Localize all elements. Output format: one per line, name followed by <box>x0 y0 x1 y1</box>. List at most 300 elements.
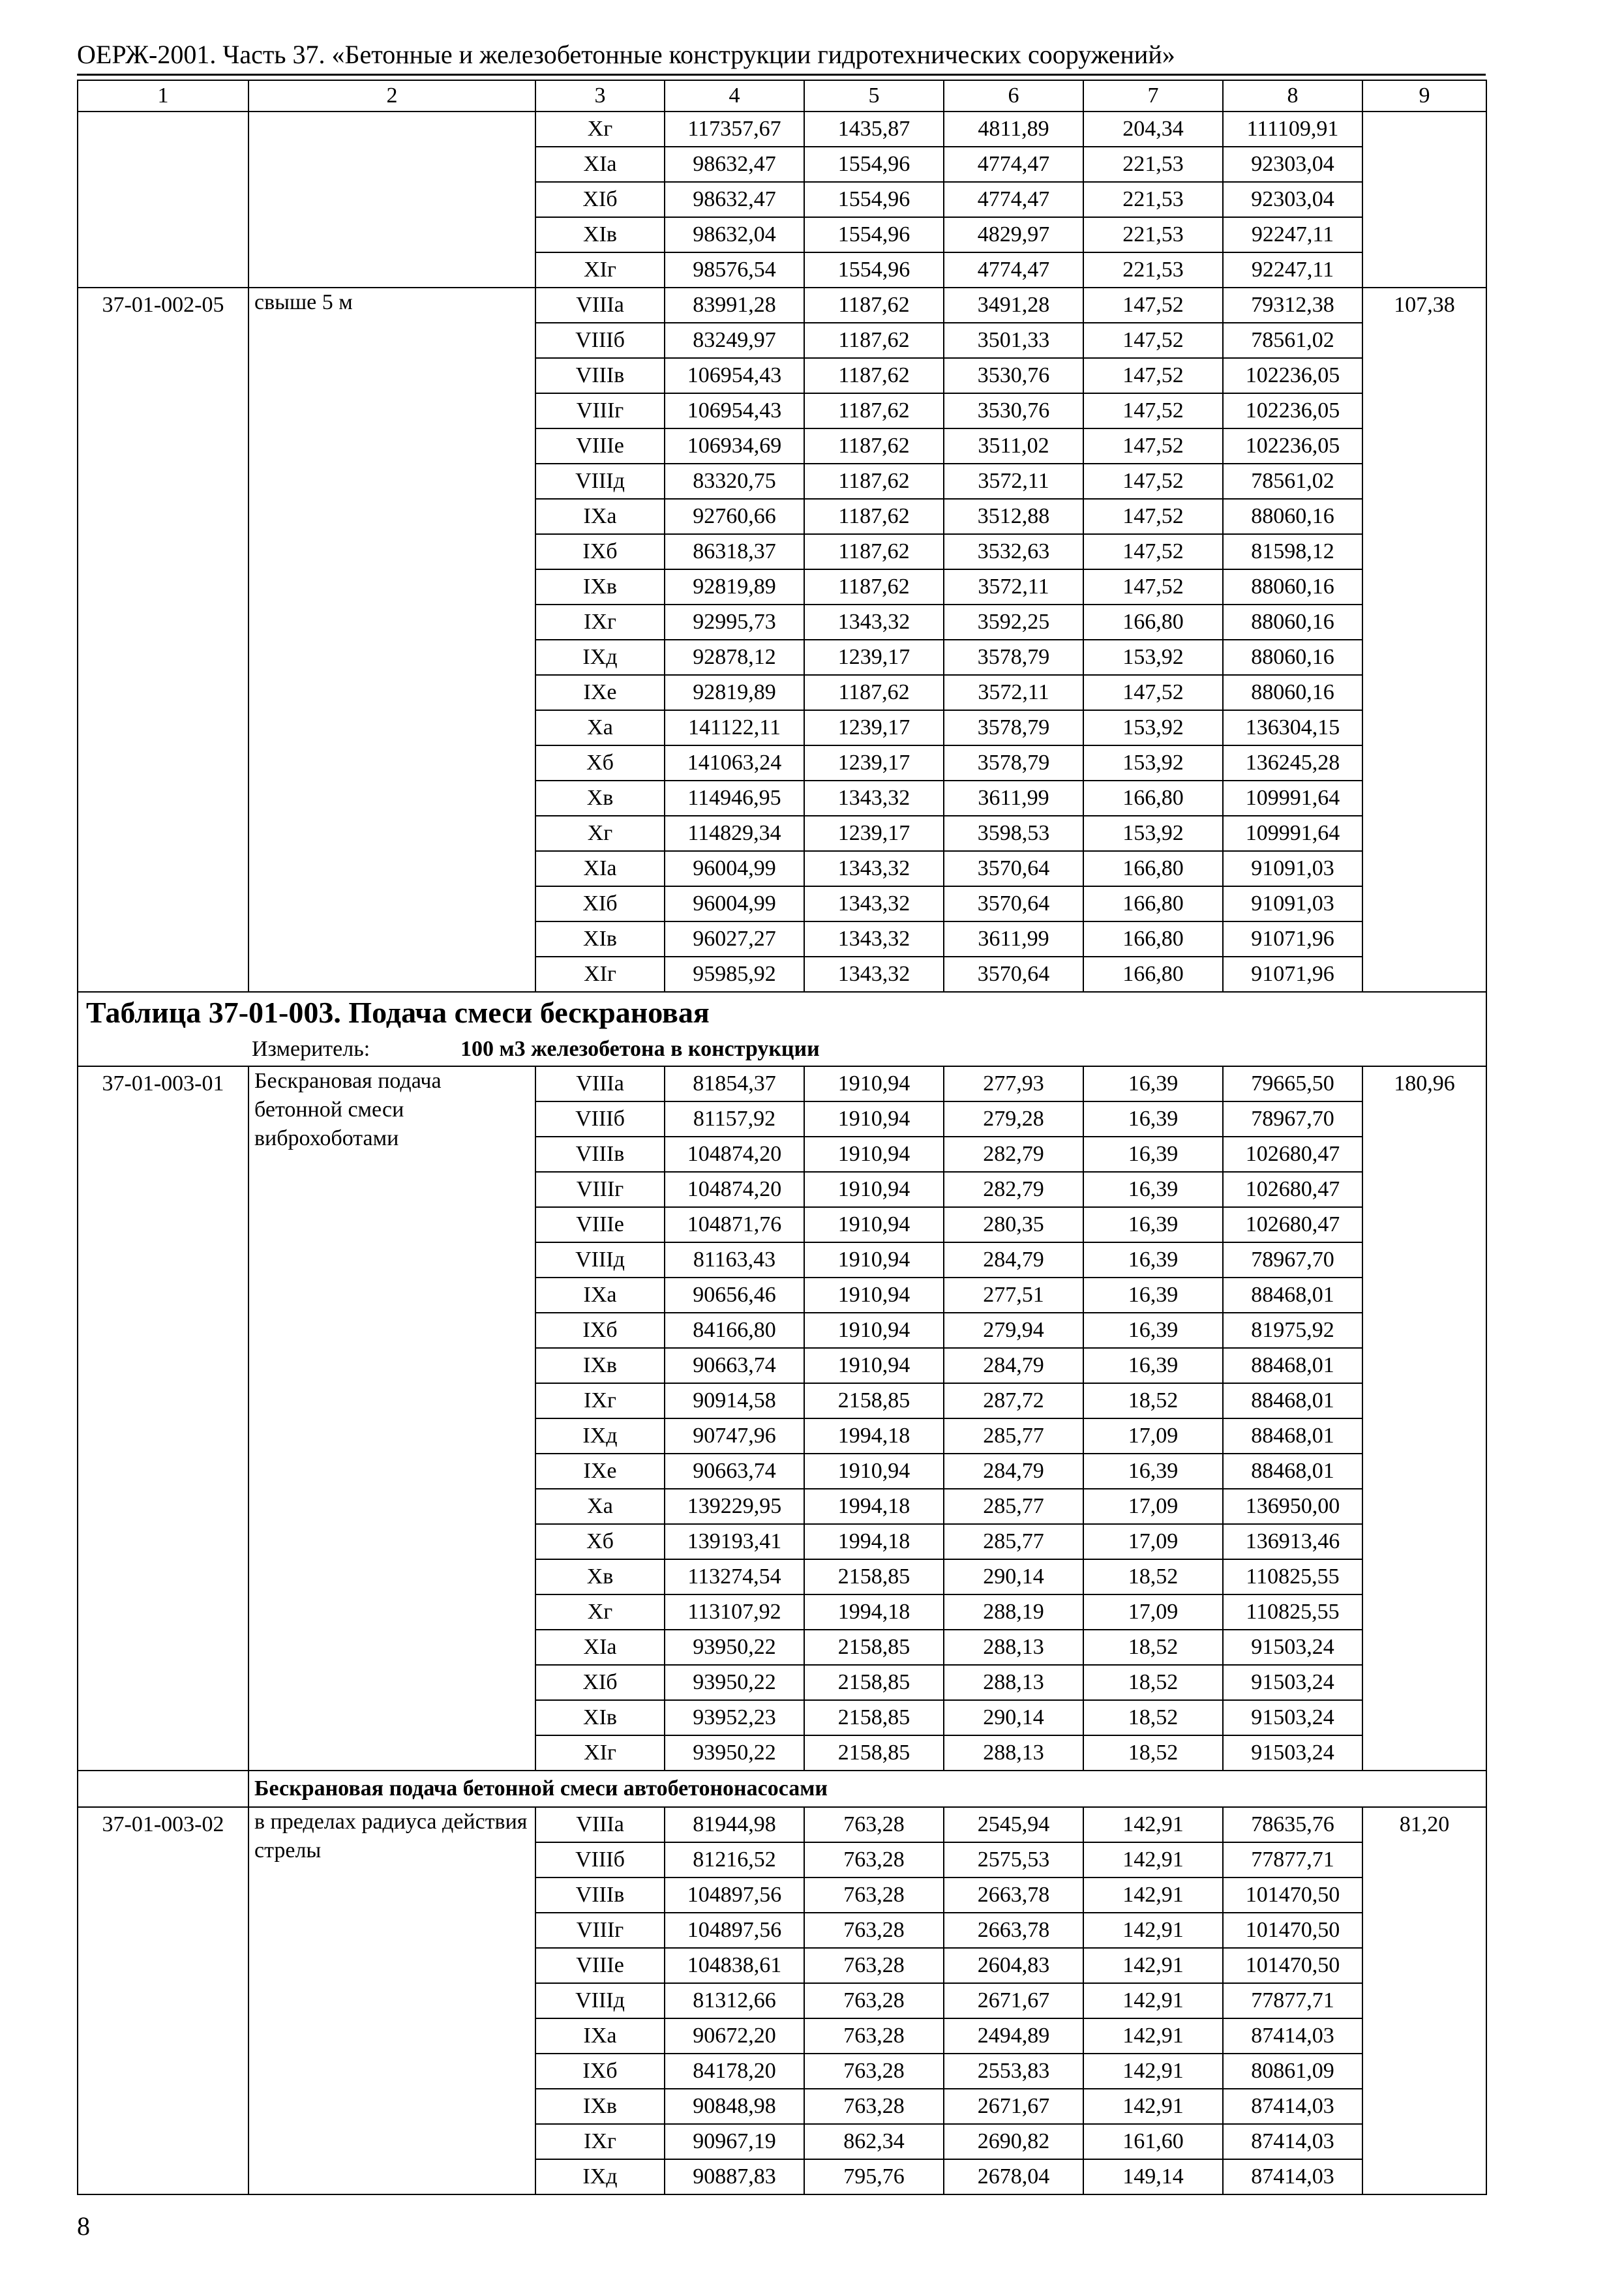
total-cost-cell: 92995,73 <box>665 605 804 640</box>
labor-cost-cell: 1554,96 <box>804 252 944 288</box>
machines-cost-cell: 3572,11 <box>944 675 1083 710</box>
machines-cost-cell: 4774,47 <box>944 147 1083 182</box>
labor-cost-cell: 1910,94 <box>804 1101 944 1137</box>
grade-cell: VIIIе <box>535 1207 665 1242</box>
labor-cost-cell: 1994,18 <box>804 1594 944 1630</box>
labor-cost-cell: 763,28 <box>804 1983 944 2018</box>
blank-code-cell <box>78 1771 248 1807</box>
labor-cost-cell: 763,28 <box>804 1842 944 1878</box>
machines-cost-cell: 3530,76 <box>944 393 1083 428</box>
labor-cost-cell: 763,28 <box>804 2018 944 2054</box>
materials-cost-cell: 110825,55 <box>1223 1559 1362 1594</box>
labor-cost-cell: 1187,62 <box>804 569 944 605</box>
machines-cost-cell: 277,93 <box>944 1066 1083 1101</box>
machines-cost-cell: 2671,67 <box>944 1983 1083 2018</box>
total-cost-cell: 86318,37 <box>665 534 804 569</box>
materials-cost-cell: 136950,00 <box>1223 1489 1362 1524</box>
operator-wages-cell: 142,91 <box>1083 1842 1223 1878</box>
machines-cost-cell: 3611,99 <box>944 781 1083 816</box>
machines-cost-cell: 288,13 <box>944 1665 1083 1700</box>
column-number: 3 <box>535 80 665 112</box>
total-cost-cell: 90663,74 <box>665 1348 804 1383</box>
operator-wages-cell: 166,80 <box>1083 851 1223 886</box>
labor-cost-cell: 1343,32 <box>804 605 944 640</box>
col9-cell: 81,20 <box>1362 1807 1486 2194</box>
total-cost-cell: 90663,74 <box>665 1454 804 1489</box>
grade-cell: VIIIд <box>535 464 665 499</box>
operator-wages-cell: 147,52 <box>1083 358 1223 393</box>
meter-value: 100 м3 железобетона в конструкции <box>460 1037 820 1061</box>
materials-cost-cell: 92303,04 <box>1223 182 1362 217</box>
total-cost-cell: 93950,22 <box>665 1665 804 1700</box>
operator-wages-cell: 17,09 <box>1083 1489 1223 1524</box>
total-cost-cell: 84166,80 <box>665 1313 804 1348</box>
operator-wages-cell: 17,09 <box>1083 1418 1223 1454</box>
machines-cost-cell: 3512,88 <box>944 499 1083 534</box>
labor-cost-cell: 1910,94 <box>804 1348 944 1383</box>
materials-cost-cell: 101470,50 <box>1223 1878 1362 1913</box>
total-cost-cell: 83249,97 <box>665 323 804 358</box>
grade-cell: VIIIе <box>535 428 665 464</box>
code-cell <box>78 112 248 288</box>
materials-cost-cell: 101470,50 <box>1223 1948 1362 1983</box>
operator-wages-cell: 166,80 <box>1083 886 1223 921</box>
machines-cost-cell: 2604,83 <box>944 1948 1083 1983</box>
machines-cost-cell: 3598,53 <box>944 816 1083 851</box>
grade-cell: VIIIб <box>535 323 665 358</box>
page-header: ОЕРЖ-2001. Часть 37. «Бетонные и железобетонные конструкции гидротехнических сооружений» <box>77 40 1175 69</box>
labor-cost-cell: 1187,62 <box>804 534 944 569</box>
materials-cost-cell: 136245,28 <box>1223 745 1362 781</box>
total-cost-cell: 96004,99 <box>665 886 804 921</box>
total-cost-cell: 81157,92 <box>665 1101 804 1137</box>
machines-cost-cell: 287,72 <box>944 1383 1083 1418</box>
total-cost-cell: 113274,54 <box>665 1559 804 1594</box>
grade-cell: VIIIв <box>535 1137 665 1172</box>
operator-wages-cell: 153,92 <box>1083 640 1223 675</box>
operator-wages-cell: 147,52 <box>1083 534 1223 569</box>
materials-cost-cell: 102680,47 <box>1223 1137 1362 1172</box>
grade-cell: IXв <box>535 569 665 605</box>
column-number: 1 <box>78 80 248 112</box>
machines-cost-cell: 277,51 <box>944 1278 1083 1313</box>
grade-cell: XIа <box>535 147 665 182</box>
total-cost-cell: 104871,76 <box>665 1207 804 1242</box>
grade-cell: Хг <box>535 112 665 147</box>
machines-cost-cell: 2545,94 <box>944 1807 1083 1842</box>
machines-cost-cell: 282,79 <box>944 1137 1083 1172</box>
machines-cost-cell: 2663,78 <box>944 1878 1083 1913</box>
grade-cell: IXб <box>535 534 665 569</box>
machines-cost-cell: 2494,89 <box>944 2018 1083 2054</box>
operator-wages-cell: 142,91 <box>1083 1913 1223 1948</box>
materials-cost-cell: 88468,01 <box>1223 1278 1362 1313</box>
operator-wages-cell: 142,91 <box>1083 1948 1223 1983</box>
grade-cell: Хб <box>535 745 665 781</box>
total-cost-cell: 93952,23 <box>665 1700 804 1735</box>
table-title-row <box>78 992 1486 1033</box>
materials-cost-cell: 102680,47 <box>1223 1172 1362 1207</box>
machines-cost-cell: 4774,47 <box>944 252 1083 288</box>
total-cost-cell: 81854,37 <box>665 1066 804 1101</box>
total-cost-cell: 114946,95 <box>665 781 804 816</box>
meter-cell <box>78 1033 1486 1066</box>
operator-wages-cell: 204,34 <box>1083 112 1223 147</box>
description-cell <box>248 112 535 288</box>
materials-cost-cell: 136913,46 <box>1223 1524 1362 1559</box>
operator-wages-cell: 149,14 <box>1083 2159 1223 2194</box>
operator-wages-cell: 147,52 <box>1083 569 1223 605</box>
total-cost-cell: 92819,89 <box>665 675 804 710</box>
labor-cost-cell: 763,28 <box>804 1878 944 1913</box>
column-number-row <box>78 80 1486 112</box>
total-cost-cell: 90887,83 <box>665 2159 804 2194</box>
materials-cost-cell: 91503,24 <box>1223 1665 1362 1700</box>
operator-wages-cell: 147,52 <box>1083 499 1223 534</box>
materials-cost-cell: 88060,16 <box>1223 640 1362 675</box>
total-cost-cell: 141063,24 <box>665 745 804 781</box>
total-cost-cell: 139193,41 <box>665 1524 804 1559</box>
materials-cost-cell: 109991,64 <box>1223 781 1362 816</box>
grade-cell: IXг <box>535 2124 665 2159</box>
total-cost-cell: 93950,22 <box>665 1630 804 1665</box>
labor-cost-cell: 2158,85 <box>804 1630 944 1665</box>
operator-wages-cell: 147,52 <box>1083 323 1223 358</box>
machines-cost-cell: 290,14 <box>944 1559 1083 1594</box>
subheading: Бескрановая подача бетонной смеси автобетононасосами <box>248 1771 1486 1807</box>
materials-cost-cell: 102236,05 <box>1223 428 1362 464</box>
machines-cost-cell: 284,79 <box>944 1454 1083 1489</box>
description-cell: Бескрановая подача бетонной смеси виброхоботами <box>248 1066 535 1771</box>
operator-wages-cell: 147,52 <box>1083 464 1223 499</box>
machines-cost-cell: 284,79 <box>944 1242 1083 1278</box>
materials-cost-cell: 78967,70 <box>1223 1101 1362 1137</box>
grade-cell: IXд <box>535 2159 665 2194</box>
column-number: 2 <box>248 80 535 112</box>
machines-cost-cell: 4811,89 <box>944 112 1083 147</box>
total-cost-cell: 104874,20 <box>665 1172 804 1207</box>
operator-wages-cell: 18,52 <box>1083 1559 1223 1594</box>
machines-cost-cell: 4774,47 <box>944 182 1083 217</box>
grade-cell: Хб <box>535 1524 665 1559</box>
grade-cell: XIв <box>535 921 665 957</box>
materials-cost-cell: 78561,02 <box>1223 323 1362 358</box>
total-cost-cell: 83320,75 <box>665 464 804 499</box>
operator-wages-cell: 147,52 <box>1083 288 1223 323</box>
labor-cost-cell: 2158,85 <box>804 1559 944 1594</box>
labor-cost-cell: 1910,94 <box>804 1066 944 1101</box>
labor-cost-cell: 763,28 <box>804 1948 944 1983</box>
operator-wages-cell: 153,92 <box>1083 745 1223 781</box>
total-cost-cell: 114829,34 <box>665 816 804 851</box>
code-cell: 37-01-003-01 <box>78 1066 248 1771</box>
total-cost-cell: 81312,66 <box>665 1983 804 2018</box>
materials-cost-cell: 91091,03 <box>1223 886 1362 921</box>
operator-wages-cell: 16,39 <box>1083 1137 1223 1172</box>
total-cost-cell: 90672,20 <box>665 2018 804 2054</box>
materials-cost-cell: 102680,47 <box>1223 1207 1362 1242</box>
total-cost-cell: 98576,54 <box>665 252 804 288</box>
machines-cost-cell: 2678,04 <box>944 2159 1083 2194</box>
operator-wages-cell: 18,52 <box>1083 1735 1223 1771</box>
table-row <box>78 288 1486 323</box>
labor-cost-cell: 1994,18 <box>804 1524 944 1559</box>
materials-cost-cell: 101470,50 <box>1223 1913 1362 1948</box>
code-cell: 37-01-002-05 <box>78 288 248 992</box>
materials-cost-cell: 91503,24 <box>1223 1630 1362 1665</box>
grade-cell: VIIIг <box>535 1172 665 1207</box>
machines-cost-cell: 3511,02 <box>944 428 1083 464</box>
total-cost-cell: 96027,27 <box>665 921 804 957</box>
labor-cost-cell: 1187,62 <box>804 358 944 393</box>
subheading-row <box>78 1771 1486 1807</box>
table-row <box>78 1807 1486 1842</box>
operator-wages-cell: 18,52 <box>1083 1630 1223 1665</box>
labor-cost-cell: 763,28 <box>804 1807 944 1842</box>
machines-cost-cell: 288,13 <box>944 1630 1083 1665</box>
total-cost-cell: 84178,20 <box>665 2054 804 2089</box>
total-cost-cell: 139229,95 <box>665 1489 804 1524</box>
labor-cost-cell: 1994,18 <box>804 1418 944 1454</box>
grade-cell: VIIIд <box>535 1983 665 2018</box>
operator-wages-cell: 221,53 <box>1083 252 1223 288</box>
grade-cell: XIв <box>535 1700 665 1735</box>
materials-cost-cell: 109991,64 <box>1223 816 1362 851</box>
operator-wages-cell: 221,53 <box>1083 147 1223 182</box>
grade-cell: Хв <box>535 1559 665 1594</box>
labor-cost-cell: 1994,18 <box>804 1489 944 1524</box>
column-number: 7 <box>1083 80 1223 112</box>
grade-cell: XIа <box>535 851 665 886</box>
machines-cost-cell: 284,79 <box>944 1348 1083 1383</box>
labor-cost-cell: 1239,17 <box>804 640 944 675</box>
labor-cost-cell: 2158,85 <box>804 1700 944 1735</box>
labor-cost-cell: 1239,17 <box>804 816 944 851</box>
machines-cost-cell: 3570,64 <box>944 886 1083 921</box>
table-row <box>78 112 1486 147</box>
machines-cost-cell: 3578,79 <box>944 710 1083 745</box>
machines-cost-cell: 3530,76 <box>944 358 1083 393</box>
materials-cost-cell: 88468,01 <box>1223 1418 1362 1454</box>
machines-cost-cell: 2671,67 <box>944 2089 1083 2124</box>
grade-cell: IXа <box>535 1278 665 1313</box>
operator-wages-cell: 16,39 <box>1083 1454 1223 1489</box>
materials-cost-cell: 92303,04 <box>1223 147 1362 182</box>
operator-wages-cell: 16,39 <box>1083 1101 1223 1137</box>
grade-cell: IXд <box>535 1418 665 1454</box>
materials-cost-cell: 79665,50 <box>1223 1066 1362 1101</box>
labor-cost-cell: 763,28 <box>804 1913 944 1948</box>
operator-wages-cell: 221,53 <box>1083 217 1223 252</box>
labor-cost-cell: 1554,96 <box>804 182 944 217</box>
operator-wages-cell: 153,92 <box>1083 816 1223 851</box>
grade-cell: XIг <box>535 1735 665 1771</box>
total-cost-cell: 93950,22 <box>665 1735 804 1771</box>
col9-cell: 107,38 <box>1362 288 1486 992</box>
materials-cost-cell: 88060,16 <box>1223 675 1362 710</box>
machines-cost-cell: 285,77 <box>944 1524 1083 1559</box>
grade-cell: Ха <box>535 1489 665 1524</box>
machines-cost-cell: 280,35 <box>944 1207 1083 1242</box>
materials-cost-cell: 88060,16 <box>1223 499 1362 534</box>
labor-cost-cell: 1910,94 <box>804 1137 944 1172</box>
labor-cost-cell: 1910,94 <box>804 1172 944 1207</box>
operator-wages-cell: 17,09 <box>1083 1594 1223 1630</box>
materials-cost-cell: 91091,03 <box>1223 851 1362 886</box>
meter-row <box>78 1033 1486 1066</box>
materials-cost-cell: 87414,03 <box>1223 2018 1362 2054</box>
grade-cell: IXд <box>535 640 665 675</box>
machines-cost-cell: 3491,28 <box>944 288 1083 323</box>
labor-cost-cell: 763,28 <box>804 2089 944 2124</box>
materials-cost-cell: 81598,12 <box>1223 534 1362 569</box>
total-cost-cell: 104897,56 <box>665 1913 804 1948</box>
labor-cost-cell: 795,76 <box>804 2159 944 2194</box>
labor-cost-cell: 1910,94 <box>804 1454 944 1489</box>
operator-wages-cell: 166,80 <box>1083 957 1223 992</box>
operator-wages-cell: 161,60 <box>1083 2124 1223 2159</box>
grade-cell: XIг <box>535 252 665 288</box>
machines-cost-cell: 279,28 <box>944 1101 1083 1137</box>
machines-cost-cell: 288,19 <box>944 1594 1083 1630</box>
operator-wages-cell: 142,91 <box>1083 2089 1223 2124</box>
operator-wages-cell: 166,80 <box>1083 605 1223 640</box>
materials-cost-cell: 87414,03 <box>1223 2089 1362 2124</box>
materials-cost-cell: 91503,24 <box>1223 1735 1362 1771</box>
machines-cost-cell: 3578,79 <box>944 745 1083 781</box>
grade-cell: VIIIб <box>535 1101 665 1137</box>
column-number: 6 <box>944 80 1083 112</box>
machines-cost-cell: 282,79 <box>944 1172 1083 1207</box>
table-row <box>78 1066 1486 1101</box>
operator-wages-cell: 147,52 <box>1083 675 1223 710</box>
labor-cost-cell: 1910,94 <box>804 1313 944 1348</box>
machines-cost-cell: 3572,11 <box>944 464 1083 499</box>
total-cost-cell: 81944,98 <box>665 1807 804 1842</box>
description-cell: в пределах радиуса действия стрелы <box>248 1807 535 2194</box>
total-cost-cell: 92760,66 <box>665 499 804 534</box>
materials-cost-cell: 77877,71 <box>1223 1842 1362 1878</box>
labor-cost-cell: 1239,17 <box>804 710 944 745</box>
labor-cost-cell: 1187,62 <box>804 288 944 323</box>
total-cost-cell: 81163,43 <box>665 1242 804 1278</box>
materials-cost-cell: 110825,55 <box>1223 1594 1362 1630</box>
machines-cost-cell: 2553,83 <box>944 2054 1083 2089</box>
labor-cost-cell: 1910,94 <box>804 1278 944 1313</box>
machines-cost-cell: 2690,82 <box>944 2124 1083 2159</box>
operator-wages-cell: 18,52 <box>1083 1700 1223 1735</box>
page-number: 8 <box>77 2211 90 2241</box>
grade-cell: IXв <box>535 1348 665 1383</box>
materials-cost-cell: 92247,11 <box>1223 217 1362 252</box>
materials-cost-cell: 88468,01 <box>1223 1454 1362 1489</box>
materials-cost-cell: 78635,76 <box>1223 1807 1362 1842</box>
materials-cost-cell: 111109,91 <box>1223 112 1362 147</box>
column-number: 4 <box>665 80 804 112</box>
total-cost-cell: 141122,11 <box>665 710 804 745</box>
machines-cost-cell: 290,14 <box>944 1700 1083 1735</box>
materials-cost-cell: 91503,24 <box>1223 1700 1362 1735</box>
operator-wages-cell: 17,09 <box>1083 1524 1223 1559</box>
grade-cell: VIIIа <box>535 288 665 323</box>
header-rule <box>77 74 1486 76</box>
operator-wages-cell: 16,39 <box>1083 1066 1223 1101</box>
column-number: 9 <box>1362 80 1486 112</box>
grade-cell: IXа <box>535 2018 665 2054</box>
machines-cost-cell: 4829,97 <box>944 217 1083 252</box>
column-number: 5 <box>804 80 944 112</box>
table-title: Таблица 37-01-003. Подача смеси бескрановая <box>78 992 1486 1033</box>
machines-cost-cell: 3570,64 <box>944 957 1083 992</box>
total-cost-cell: 117357,67 <box>665 112 804 147</box>
total-cost-cell: 106954,43 <box>665 358 804 393</box>
operator-wages-cell: 16,39 <box>1083 1172 1223 1207</box>
grade-cell: IXг <box>535 605 665 640</box>
operator-wages-cell: 147,52 <box>1083 428 1223 464</box>
machines-cost-cell: 288,13 <box>944 1735 1083 1771</box>
grade-cell: Хг <box>535 816 665 851</box>
materials-cost-cell: 87414,03 <box>1223 2159 1362 2194</box>
grade-cell: IXв <box>535 2089 665 2124</box>
total-cost-cell: 90747,96 <box>665 1418 804 1454</box>
total-cost-cell: 92878,12 <box>665 640 804 675</box>
materials-cost-cell: 102236,05 <box>1223 358 1362 393</box>
total-cost-cell: 92819,89 <box>665 569 804 605</box>
grade-cell: VIIIв <box>535 1878 665 1913</box>
total-cost-cell: 104874,20 <box>665 1137 804 1172</box>
grade-cell: VIIIа <box>535 1066 665 1101</box>
materials-cost-cell: 87414,03 <box>1223 2124 1362 2159</box>
materials-cost-cell: 77877,71 <box>1223 1983 1362 2018</box>
total-cost-cell: 90656,46 <box>665 1278 804 1313</box>
labor-cost-cell: 763,28 <box>804 2054 944 2089</box>
machines-cost-cell: 3578,79 <box>944 640 1083 675</box>
total-cost-cell: 104838,61 <box>665 1948 804 1983</box>
operator-wages-cell: 147,52 <box>1083 393 1223 428</box>
total-cost-cell: 106954,43 <box>665 393 804 428</box>
labor-cost-cell: 1187,62 <box>804 323 944 358</box>
labor-cost-cell: 1187,62 <box>804 393 944 428</box>
description-cell: свыше 5 м <box>248 288 535 992</box>
materials-cost-cell: 78967,70 <box>1223 1242 1362 1278</box>
materials-cost-cell: 78561,02 <box>1223 464 1362 499</box>
labor-cost-cell: 1343,32 <box>804 957 944 992</box>
materials-cost-cell: 88060,16 <box>1223 605 1362 640</box>
machines-cost-cell: 279,94 <box>944 1313 1083 1348</box>
operator-wages-cell: 153,92 <box>1083 710 1223 745</box>
grade-cell: VIIIб <box>535 1842 665 1878</box>
grade-cell: Ха <box>535 710 665 745</box>
labor-cost-cell: 2158,85 <box>804 1665 944 1700</box>
grade-cell: Хв <box>535 781 665 816</box>
operator-wages-cell: 16,39 <box>1083 1207 1223 1242</box>
grade-cell: Хг <box>535 1594 665 1630</box>
machines-cost-cell: 3532,63 <box>944 534 1083 569</box>
materials-cost-cell: 88468,01 <box>1223 1348 1362 1383</box>
grade-cell: XIб <box>535 886 665 921</box>
total-cost-cell: 96004,99 <box>665 851 804 886</box>
total-cost-cell: 113107,92 <box>665 1594 804 1630</box>
machines-cost-cell: 3592,25 <box>944 605 1083 640</box>
grade-cell: XIг <box>535 957 665 992</box>
materials-cost-cell: 136304,15 <box>1223 710 1362 745</box>
materials-cost-cell: 92247,11 <box>1223 252 1362 288</box>
materials-cost-cell: 81975,92 <box>1223 1313 1362 1348</box>
materials-cost-cell: 80861,09 <box>1223 2054 1362 2089</box>
labor-cost-cell: 862,34 <box>804 2124 944 2159</box>
grade-cell: IXе <box>535 675 665 710</box>
labor-cost-cell: 2158,85 <box>804 1383 944 1418</box>
